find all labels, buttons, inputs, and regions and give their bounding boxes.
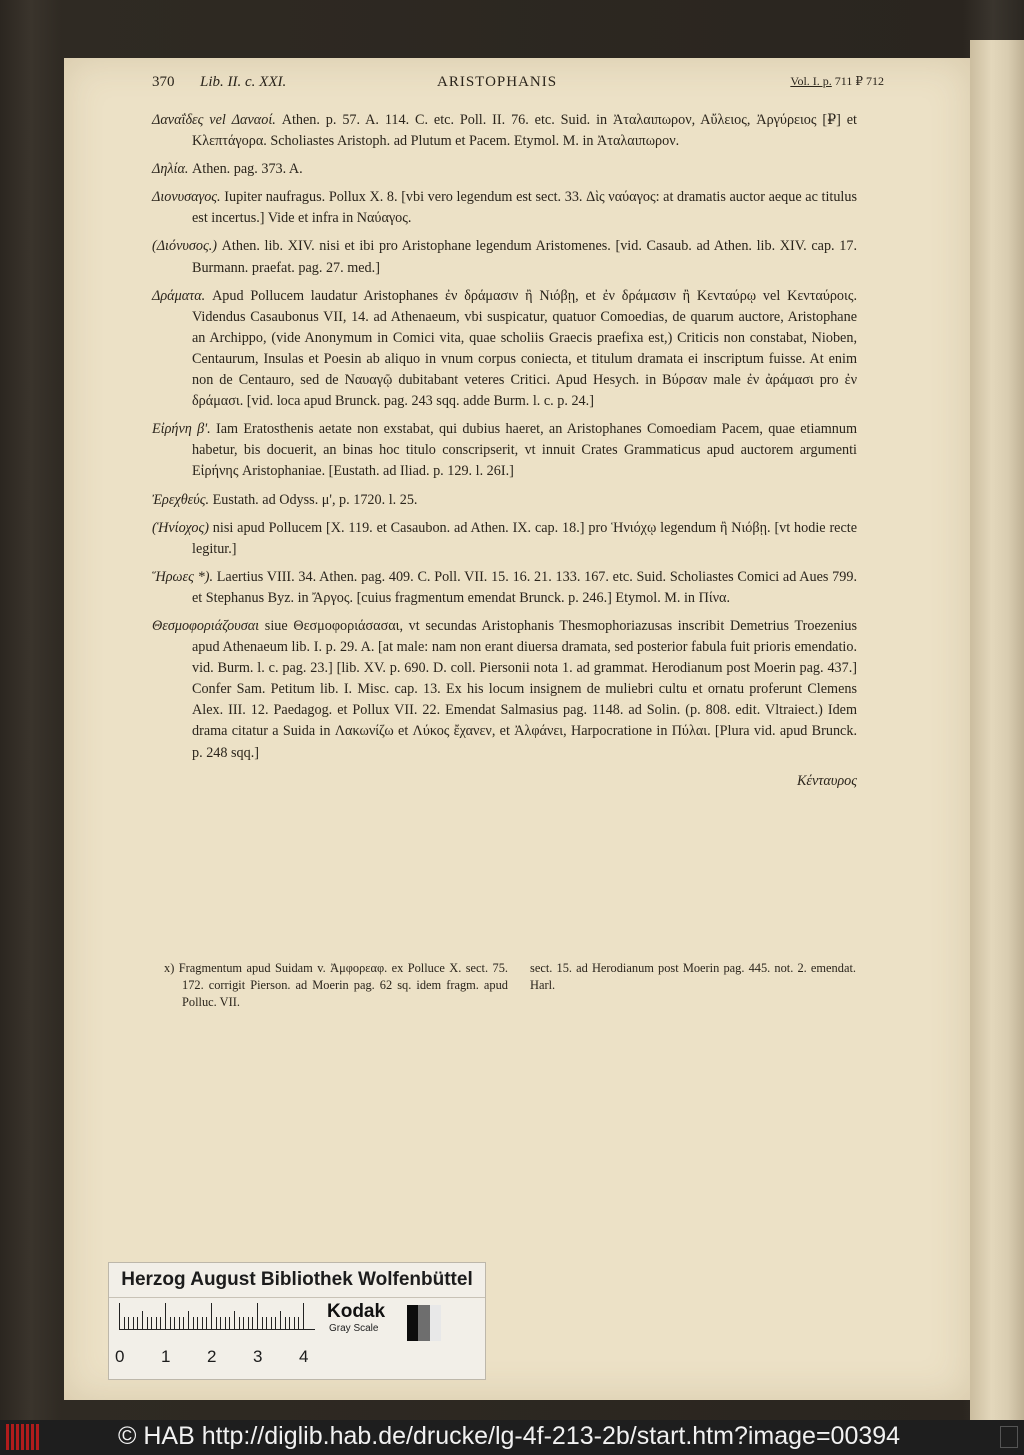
ruler-tick: [197, 1317, 198, 1329]
gray-patch-white: [430, 1305, 441, 1341]
entry: [152, 490, 857, 511]
ruler-tick: [248, 1317, 249, 1329]
ruler-tick: [220, 1317, 221, 1329]
gray-patch-black: [407, 1305, 418, 1341]
page-number: 370: [152, 74, 175, 90]
entry-headword: Εἰρήνη β'.: [152, 421, 211, 438]
ruler-tick: [289, 1317, 290, 1329]
ruler-tick: [170, 1317, 171, 1329]
gray-scale-label: Gray Scale: [329, 1323, 379, 1334]
ruler-tick: [119, 1303, 120, 1329]
adjacent-page-edge: [970, 40, 1024, 1420]
ruler-tick: [124, 1317, 125, 1329]
entry-text: Iupiter naufragus. Pollux X. 8. [vbi vero legendum est sect. 33. Δὶς ναύαγος: at dramatis auctor aeque ac titulus est incertus.] Vide et infra in Ναύαγος.: [192, 189, 857, 227]
ruler-tick: [294, 1317, 295, 1329]
entry-headword: Δαναΐδες vel Δαναοί.: [152, 112, 276, 128]
footnote-column-left: x) Fragmentum apud Suidam v. Ἀμφορεαφ. ex Polluce X. sect. 75. 172. corrigit Pierson. ad Moerin pag. 62 sq. idem fragm. apud Polluc. VII.: [164, 961, 508, 1009]
ruler-baseline: [119, 1329, 315, 1330]
ruler-tick: [137, 1317, 138, 1329]
ruler-tick: [298, 1317, 299, 1329]
ruler-tick: [128, 1317, 129, 1329]
entry: [152, 187, 857, 229]
ruler-number: 2: [207, 1347, 217, 1366]
entry: [152, 567, 857, 609]
ruler-tick: [252, 1317, 253, 1329]
entry: [152, 159, 857, 180]
entry-text: Eustath. ad Odyss. μ', p. 1720. l. 25.: [212, 491, 418, 508]
ruler-tick: [165, 1303, 166, 1329]
ruler-tick: [174, 1317, 175, 1329]
ruler-tick: [156, 1317, 157, 1329]
entry-text: Iam Eratosthenis aetate non exstabat, qui dubius haeret, an Aristophanes Comoediam Pacem, quae etiamnum habetur, bis docuerit, an binas hoc titulo conscripserit, vt innuit Crates Grammaticus apud auctorem argumenti Εἰρήνης Aristophaniae. [Eustath. ad Iliad. p. 129. l. 26I.]: [192, 421, 857, 480]
ruler-tick: [147, 1317, 148, 1329]
ruler-tick: [257, 1303, 258, 1329]
entry-headword: (Διόνυσος.): [152, 238, 218, 255]
entry: [152, 616, 857, 764]
entry: [152, 110, 857, 152]
entry-text: Athen. p. 57. A. 114. C. etc. Poll. II. 76. etc. Suid. in Ἀταλαιπωρον, Αὔλειος, Ἀργύρειος [₽] et Κλεπτάγορα. Scholiastes Aristoph. ad Plutum et Pacem. Etymol. M. in Ἀταλαιπωρον.: [192, 112, 857, 150]
ruler-tick: [262, 1317, 263, 1329]
ruler-tick: [133, 1317, 134, 1329]
library-color-card: [108, 1262, 486, 1380]
ruler-tick: [216, 1317, 217, 1329]
chapter-reference: Lib. II. c. XXI.: [200, 74, 287, 90]
page-body: [152, 110, 857, 792]
ruler-tick: [206, 1317, 207, 1329]
ruler-tick: [234, 1311, 235, 1329]
entry-headword: Ἐρεχθεύς.: [152, 491, 210, 508]
footnotes: [156, 960, 856, 1011]
corner-mark-icon: [1000, 1426, 1018, 1448]
copyright-url[interactable]: © HAB http://diglib.hab.de/drucke/lg-4f-213-2b/start.htm?image=00394: [118, 1422, 901, 1450]
ruler-tick: [225, 1317, 226, 1329]
ruler-number: 3: [253, 1347, 263, 1366]
entry-text: nisi apud Pollucem [X. 119. et Casaubon. ad Athen. IX. cap. 18.] pro Ἡνιόχῳ legendum ἢ Νιόβῃ. [vt hodie recte legitur.]: [192, 519, 857, 557]
entry-headword: Θεσμοφοριάζουσαι: [152, 617, 260, 634]
entry-text: Athen. lib. XIV. nisi et ibi pro Aristophane legendum Aristomenes. [vid. Casaub. ad Athen. lib. XIV. cap. 17. Burmann. praefat. pag. 27. med.]: [192, 238, 857, 276]
ruler-tick: [183, 1317, 184, 1329]
library-name: Herzog August Bibliothek Wolfenbüttel: [109, 1263, 485, 1298]
ruler-tick: [243, 1317, 244, 1329]
ruler-tick: [160, 1317, 161, 1329]
entry: [152, 419, 857, 482]
entry: [152, 286, 857, 413]
entry-text: siue Θεσμοφοριάσασαι, vt secundas Aristophanis Thesmophoriazusas inscribit Demetrius Troezenius apud Athenaeum lib. I. p. 29. A. [at male: nam non erant diuersa dramata, sed posterior fabula fuit prioris emendatio. vid. Burm. l. c. pag. 23.] [lib. XV. p. 690. D. coll. Piersonii nota 1. ad grammat. Herodianum post Moerin pag. 437.] Confer Sam. Petitum lib. I. Misc. cap. 13. Ex his locum insignem de muliebri cultu et ornatu proferunt Clemens Alex. III. 12. Paedagog. et Pollux VII. 22. Emendat Salmasius pag. 1148. ad Solin. (p. 808. edit. Vltraiect.) Idem drama citatur a Suida in Λακωνίζω et Λύκος ἔχανεν, et Ἀλφάνει, Harpocratione in Πύλαι. [Plura vid. apud Brunck. p. 248 sqq.]: [192, 617, 857, 761]
ruler-tick: [151, 1317, 152, 1329]
ruler-number: 1: [161, 1347, 171, 1366]
entry: [152, 518, 857, 560]
volume-pages: 711 ₽ 712: [834, 74, 884, 88]
footer-bar: [0, 1420, 1024, 1455]
entry-headword: Δράματα.: [152, 287, 206, 304]
hab-logo-icon: [6, 1424, 46, 1450]
catchword: Κένταυρος: [796, 772, 857, 789]
ruler-tick: [211, 1303, 212, 1329]
entry-headword: Δηλία.: [152, 161, 189, 178]
entry-text: Athen. pag. 373. A.: [192, 161, 303, 178]
ruler-tick: [229, 1317, 230, 1329]
gray-patch-mid: [418, 1305, 429, 1341]
entry: [152, 236, 857, 278]
volume-label: Vol. I. p.: [790, 74, 832, 88]
entry-text: Laertius VIII. 34. Athen. pag. 409. C. Poll. VII. 15. 16. 21. 133. 167. etc. Suid. Scholiastes Comici ad Aues 799. et Stephanus Byz. in Ἄργος. [cuius fragmentum emendat Brunck. p. 246.] Etymol. M. in Πίνα.: [192, 568, 858, 606]
ruler-tick: [239, 1317, 240, 1329]
footnote-column-right: sect. 15. ad Herodianum post Moerin pag. 445. not. 2. emendat. Harl.: [530, 961, 856, 992]
ruler-tick: [188, 1311, 189, 1329]
gray-scale-patches: [407, 1305, 441, 1341]
entry-text: Apud Pollucem laudatur Aristophanes ἐν δράμασιν ἢ Νιόβῃ, et ἐν δράμασιν ἢ Κενταύρῳ vel Κενταύροις. Videndus Casaubonus VII, 14. ad Athenaeum, vbi suspicatur, quatuor Comoedias, de quarum auctore, Aristophane an Archippo, (vide Anonymum in Comici vita, quae scholiis Graecis praefixa est,) Criticis non constabat, Nioben, Centaurum, Insulas et Poesin ab aliquo in vnum corpus coniecta, et titulum dramata ei inscriptum fuisse. At enim non de Centauro, sed de Ναυαγῷ dubitabant veteres Critici. Apud Hesych. in Βύρσαν male ἐν ἀράμασι pro ἐν δράμασι. [vid. loca apud Brunck. pag. 243 sqq. adde Burm. l. c. p. 24.]: [192, 287, 858, 410]
ruler-tick: [266, 1317, 267, 1329]
kodak-logo: Kodak: [327, 1301, 386, 1322]
ruler-tick: [142, 1311, 143, 1329]
cm-ruler: [119, 1303, 319, 1349]
volume-reference: [790, 74, 884, 89]
ruler-tick: [280, 1311, 281, 1329]
ruler-number: 4: [299, 1347, 309, 1366]
entry-headword: Διονυσαγος.: [152, 189, 221, 206]
running-header: [152, 74, 884, 96]
running-title: ARISTOPHANIS: [437, 74, 558, 90]
ruler-tick: [271, 1317, 272, 1329]
entry-headword: Ἥρωες *).: [152, 568, 213, 585]
ruler-tick: [179, 1317, 180, 1329]
entry-headword: (Ἡνίοχος): [152, 519, 209, 536]
ruler-tick: [193, 1317, 194, 1329]
ruler-tick: [275, 1317, 276, 1329]
ruler-tick: [202, 1317, 203, 1329]
ruler-tick: [303, 1303, 304, 1329]
ruler-tick: [285, 1317, 286, 1329]
ruler-number: 0: [115, 1347, 125, 1366]
